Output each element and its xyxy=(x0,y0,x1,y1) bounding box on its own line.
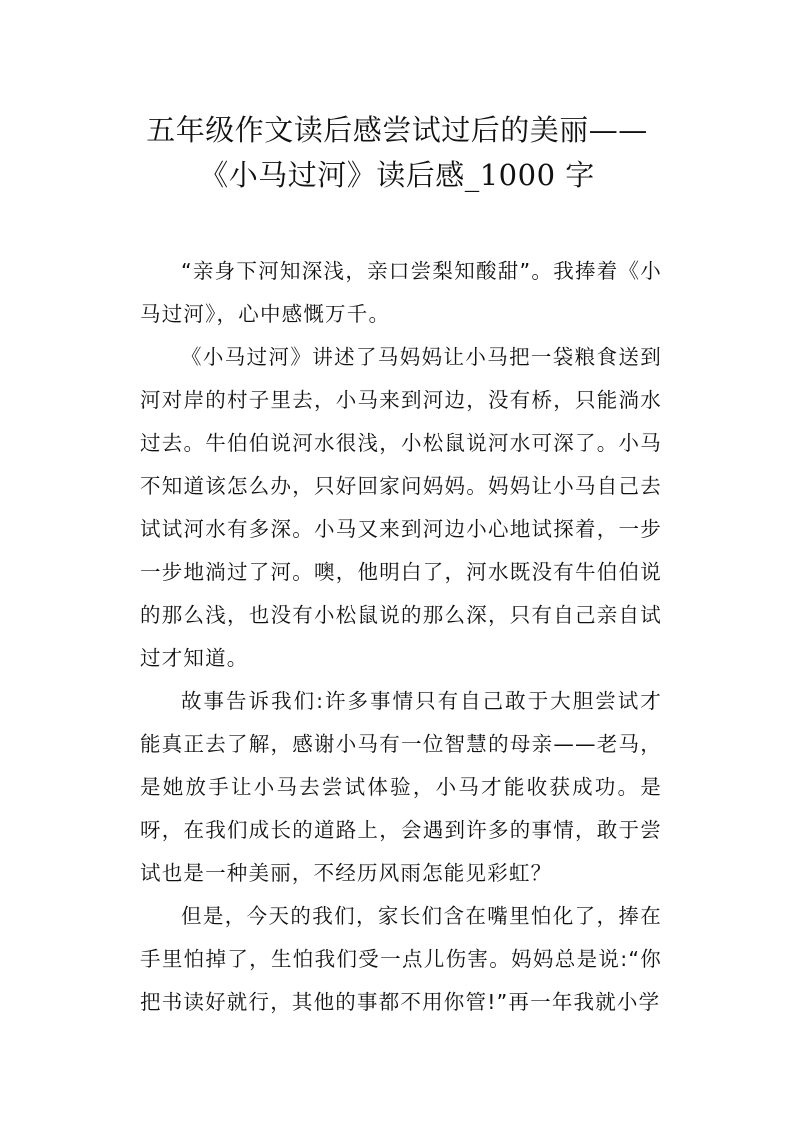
title-line-2: 《小马过河》读后感_1000 字 xyxy=(199,158,595,192)
paragraph-2: 《小马过河》讲述了马妈妈让小马把一袋粮食送到河对岸的村子里去，小马来到河边，没有桥，只能淌水过去。牛伯伯说河水很浅，小松鼠说河水可深了。小马不知道该怎么办，只好回家问妈妈。妈妈让小马自己去试试河水有多深。小马又来到河边小心地试探着，一步一步地淌过了河。噢，他明白了，河水既没有牛伯伯说的那么浅，也没有小松鼠说的那么深，只有自己亲自试过才知道。 xyxy=(140,345,662,670)
document-title xyxy=(0,108,794,198)
title-line-1: 五年级作文读后感尝试过后的美丽—— xyxy=(146,113,648,147)
paragraph-1: “亲身下河知深浅，亲口尝梨知酸甜”。我捧着《小马过河》，心中感慨万千。 xyxy=(140,259,662,326)
paragraph-3: 故事告诉我们:许多事情只有自己敢于大胆尝试才能真正去了解，感谢小马有一位智慧的母亲——老马，是她放手让小马去尝试体验，小马才能收获成功。是呀，在我们成长的道路上，会遇到许多的事情，敢于尝试也是一种美丽，不经历风雨怎能见彩虹？ xyxy=(140,689,662,885)
document-body xyxy=(140,250,662,1024)
paragraph-4: 但是，今天的我们，家长们含在嘴里怕化了，捧在手里怕掉了，生怕我们受一点儿伤害。妈妈总是说:“你把书读好就行，其他的事都不用你管!”再一年我就小学 xyxy=(140,904,662,1014)
